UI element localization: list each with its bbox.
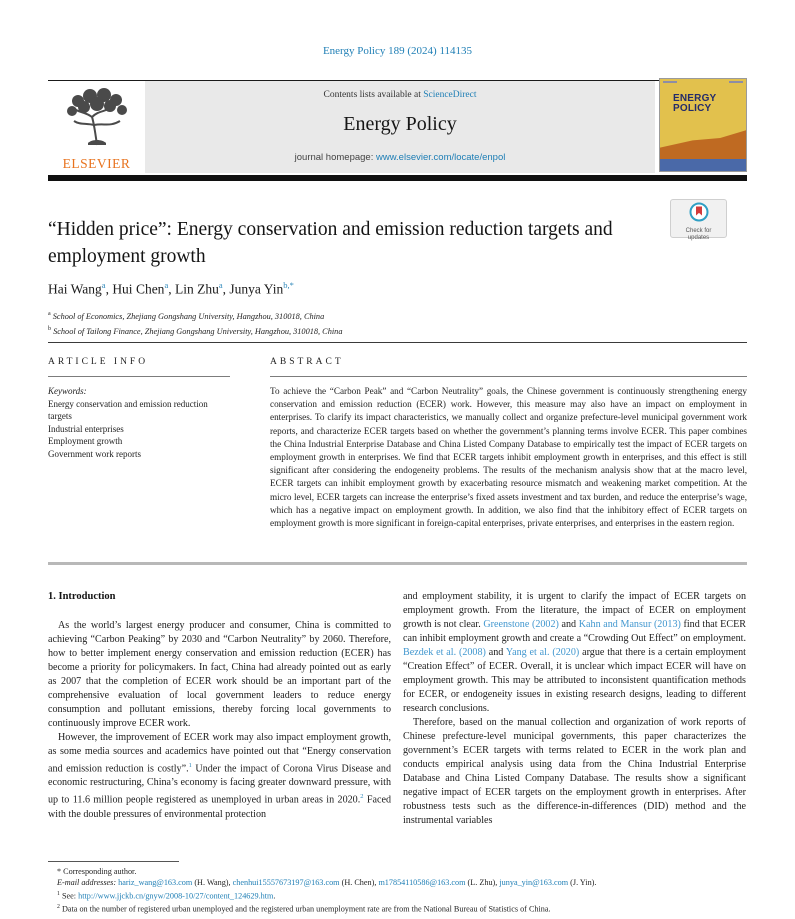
footnote-ref-2[interactable]: 2: [360, 793, 364, 801]
author: , Lin Zhu: [168, 281, 219, 297]
paragraph-text: find that ECER can inhibit employment growth and create a “Crowding Out Effect” on employment.: [403, 619, 746, 644]
cover-top-marks: [660, 79, 746, 87]
email-addresses-line: [48, 877, 747, 888]
journal-title: Energy Policy: [343, 113, 457, 135]
affiliation-text: School of Economics, Zhejiang Gongshang University, Hangzhou, 310018, China: [50, 311, 325, 321]
journal-citation-header: Energy Policy 189 (2024) 114135: [322, 45, 473, 57]
paragraph-text: and employment stability, it is urgent to clarify the impact of ECER targets on employment growth. From the literature, the impact of ECER on employment growth is not clear.: [403, 591, 746, 630]
cover-blue-band: [660, 159, 746, 171]
abstract-text: To achieve the “Carbon Peak” and “Carbon Neutrality” goals, the Chinese government is continuously strengthening energy conservation and emission reduction (ECER) work. However, this measure may also have an impact on employment in enterprises. To clarify its impact characteristics, we manually collect and organize prefecture-level municipal government work reports, and characterize ECER targets based on whether the government’s planning terms involve ECER. This paper combines the China Industrial Enterprise Database and China Listed Company Database to empirically test the impact of ECER targets on employment growth in enterprises. We find that ECER targets inhibit employment growth in enterprises, and this effect is still significant after considering the endogeneity problems. The results of the mechanism analysis show that at the macro level, ECER targets can inhibit employment growth by exacerbating resource mismatch and weakening market competition. At the micro level, ECER targets can increase the enterprise’s fixed assets investment and tax burden, and reduce the enterprise’s wage, which has a negative impact on employment growth. In addition, we also find that the inhibitory effect of ECER targets on employment growth is more significant in foreign-capital enterprises, private enterprises, and enterprises in the eastern region.: [270, 386, 747, 529]
footnote-number: 2: [57, 903, 60, 910]
abstract-heading: ABSTRACT: [270, 357, 747, 377]
journal-header: [48, 80, 747, 181]
abstract-bottom-rule: [48, 562, 747, 565]
body-column-left: [48, 590, 391, 828]
body-column-right: [403, 590, 746, 828]
keyword-item: Government work reports: [48, 448, 141, 459]
section-top-rule: [48, 342, 747, 343]
email-owner: (L. Zhu),: [465, 878, 500, 888]
sciencedirect-link[interactable]: ScienceDirect: [423, 90, 477, 100]
author: , Hui Chen: [105, 281, 165, 297]
section-heading: 1. Introduction: [48, 591, 116, 602]
cover-hill-art: [660, 129, 746, 159]
footnote-text: See:: [59, 891, 79, 901]
email-owner: (H. Chen),: [339, 878, 379, 888]
affiliation-mark: b: [48, 325, 51, 332]
citation-link[interactable]: Yang et al. (2020): [505, 647, 580, 658]
footnote-number: 1: [57, 890, 60, 897]
abstract-column: [270, 357, 747, 530]
homepage-line: [145, 152, 655, 163]
email-label: E-mail addresses:: [57, 878, 119, 888]
paragraph-text: Under the impact of Corona Virus Disease and economic restructuring, China’s economy is facing greater downward pressure, with up to 11.6 million people registered as unemployed in urban areas in 2020.: [48, 763, 391, 806]
badge-label-line1: Check for: [685, 228, 712, 234]
badge-label: [671, 228, 726, 241]
email-link[interactable]: m17854110586@163.com: [378, 878, 466, 888]
citation-link[interactable]: Greenstone (2002): [483, 619, 559, 630]
journal-cover-thumbnail[interactable]: [659, 78, 747, 172]
footnote-text: Data on the number of registered urban unemployed and the registered urban unemployment rate are from the National Bureau of Statistics of China.: [59, 904, 551, 914]
footnote-url-link[interactable]: http://www.jjckb.cn/gnyw/2008-10/27/content_124629.htm: [78, 891, 274, 901]
footnote-ref-1[interactable]: 1: [188, 762, 192, 769]
keyword-item: Energy conservation and emission reduction targets: [48, 398, 208, 421]
contents-line: [145, 90, 655, 100]
introduction-section: [48, 590, 747, 828]
header-divider-bar: [48, 175, 747, 181]
keyword-item: Employment growth: [48, 436, 123, 446]
corresponding-author-note: * Corresponding author.: [57, 867, 137, 876]
homepage-link[interactable]: www.elsevier.com/locate/enpol: [375, 152, 506, 163]
journal-banner: [145, 81, 655, 173]
elsevier-wordmark: ELSEVIER: [62, 156, 131, 171]
homepage-prefix: journal homepage:: [294, 152, 376, 163]
author-affil-mark: a: [164, 280, 169, 290]
footnote-1: [48, 889, 747, 902]
email-owner: (H. Wang),: [192, 878, 233, 888]
email-link[interactable]: hariz_wang@163.com: [118, 878, 193, 888]
author-list: [48, 280, 294, 298]
body-paragraph: [48, 731, 391, 822]
paragraph-text: and: [485, 647, 506, 658]
citation-link[interactable]: Bezdek et al. (2008): [403, 647, 486, 658]
footnote-2: [48, 902, 747, 915]
keyword-item: Industrial enterprises: [48, 423, 124, 434]
author: , Junya Yin: [222, 281, 284, 297]
article-info-column: [48, 357, 230, 530]
paragraph-text: argue that there is a certain employment “Creation Effect” of ECER. Overall, it is unclear which impact ECER will have on employment growth. This may be attributed to inconsistent quantification methods for ECER, or endogeneity issues in existing research designs, leading to different research conclusions.: [403, 647, 746, 714]
article-title: “Hidden price”: Energy conservation and emission reduction targets and employment growth: [48, 219, 613, 267]
body-paragraph: [403, 590, 746, 716]
author: Hai Wang: [48, 281, 102, 297]
body-paragraph: Therefore, based on the manual collection and organization of work reports of Chinese prefecture-level municipal governments, this paper characterizes the government’s ECER targets with terms related to ECER in the work plan and conducts empirical analysis using data from the China Industrial Enterprise Database and China Listed Company Database. The results show a significant negative impact of ECER targets on the employment growth in enterprises. After robustness tests such as the difference-in-differences (DID) method and the instrumental variables: [403, 717, 746, 826]
info-abstract-section: [48, 357, 747, 530]
article-info-heading: ARTICLE INFO: [48, 357, 230, 377]
affiliation-mark: a: [48, 311, 51, 317]
email-link[interactable]: chenhui15557673197@163.com: [232, 878, 340, 888]
author-affil-mark: a: [101, 280, 106, 290]
paragraph-text: However, the improvement of ECER work may also impact employment growth, as some media sources and academics have pointed out that “Energy conservation and emission reduction is costly”.: [48, 732, 391, 775]
footnote-rule: [48, 861, 179, 862]
keywords-label: Keywords:: [48, 386, 87, 396]
affiliation-text: School of Tailong Finance, Zhejiang Gongshang University, Hangzhou, 310018, China: [51, 326, 343, 336]
paragraph-text: and: [558, 619, 579, 630]
affiliation-a: [48, 308, 342, 323]
footnotes-block: [48, 861, 747, 915]
author-affil-mark: b,*: [283, 280, 294, 290]
footnote-text: .: [273, 891, 276, 901]
affiliations: [48, 308, 342, 338]
body-paragraph: As the world’s largest energy producer and consumer, China is committed to achieving “Carbon Peaking” by 2030 and “Carbon Neutrality” by 2060. Therefore, how to better implement energy conservation and emission reduction (ECER) has become a priority for policymakers. In fact, China had already pointed out as early as 2007 that the completion of ECER work should be an important part of the comprehensive evaluation of local government leaders to reduce energy consumption and pollutant emissions, thereby forcing local governments to continuously improve ECER work.: [48, 620, 391, 729]
badge-label-line2: updates: [687, 234, 710, 241]
elsevier-logo: [48, 81, 145, 173]
cover-title-line1: ENERGY: [673, 93, 717, 104]
keywords-block: [48, 385, 230, 460]
email-link[interactable]: junya_yin@163.com: [499, 878, 569, 888]
email-owner: (J. Yin).: [568, 878, 597, 888]
author-affil-mark: a: [218, 280, 223, 290]
contents-prefix: Contents lists available at: [323, 90, 424, 100]
crossmark-icon: [689, 202, 709, 222]
affiliation-b: [48, 323, 342, 338]
check-for-updates-badge[interactable]: [670, 199, 727, 241]
cover-title-line2: POLICY: [673, 103, 712, 114]
citation-link[interactable]: Kahn and Mansur (2013): [578, 619, 681, 630]
cover-background: [660, 114, 746, 129]
paragraph-text: Faced with the double pressures of environmental protection: [48, 794, 391, 820]
cover-title: [660, 87, 746, 114]
elsevier-tree-icon: [64, 87, 130, 153]
